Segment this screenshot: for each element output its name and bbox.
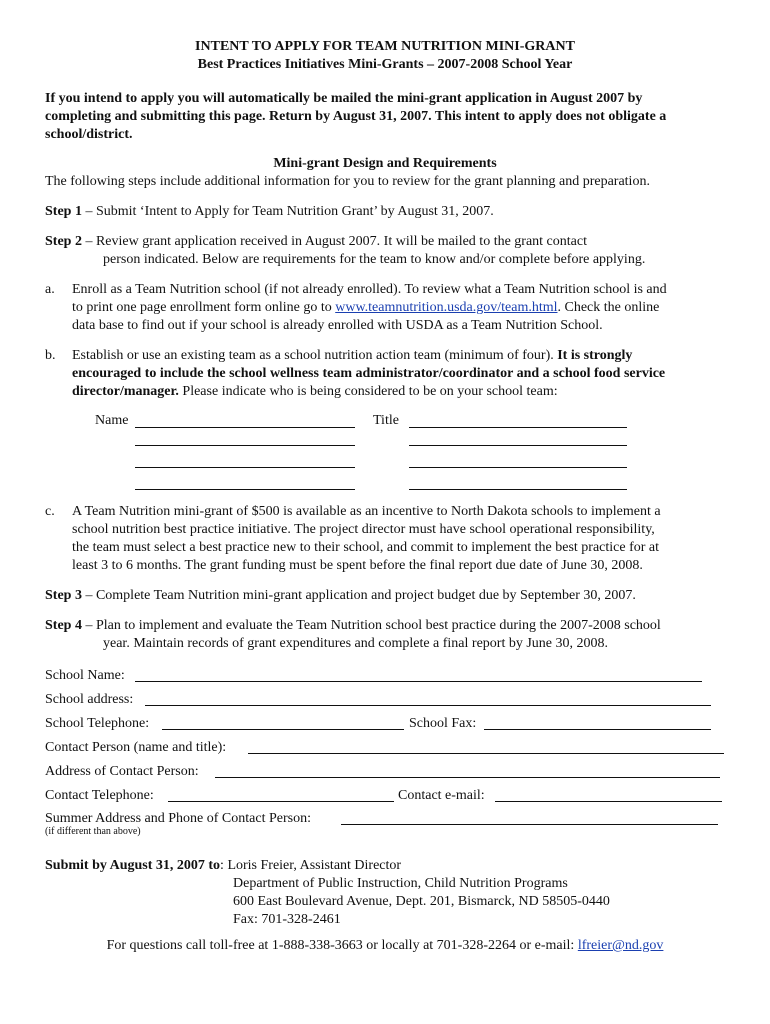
step-2-text: – Review grant application received in August 2007. It will be mailed to the grant contact — [81, 234, 587, 249]
submit-fax: Fax: 701-328-2461 — [233, 912, 341, 927]
team-title-field-3[interactable] — [409, 467, 627, 468]
submit-colon: : — [220, 858, 228, 873]
team-title-field-4[interactable] — [409, 489, 627, 490]
item-a-marker: a. — [45, 282, 55, 297]
step-2-label: Step 2 — [45, 234, 82, 249]
item-b-marker: b. — [45, 348, 56, 363]
item-a-line-3: data base to find out if your school is already enrolled with USDA as a Team Nutrition School. — [72, 318, 603, 333]
item-c-marker: c. — [45, 504, 55, 519]
school-fax-label: School Fax: — [409, 716, 477, 731]
school-name-label: School Name: — [45, 668, 125, 683]
item-b-line-3-bold: director/manager. — [72, 384, 179, 399]
team-name-field-3[interactable] — [135, 467, 355, 468]
questions-text: For questions call toll-free at 1-888-338-3663 or locally at 701-328-2264 or e-mail: — [106, 938, 578, 953]
step-4-label: Step 4 — [45, 618, 82, 633]
intro-line-3: school/district. — [45, 127, 133, 142]
submit-address: 600 East Boulevard Avenue, Dept. 201, Bismarck, ND 58505-0440 — [233, 894, 610, 909]
step-3-label: Step 3 — [45, 588, 82, 603]
intro-line-1: If you intend to apply you will automatically be mailed the mini-grant application in August 2007 by — [45, 91, 643, 106]
contact-person-field[interactable] — [248, 753, 724, 754]
summer-note: (if different than above) — [45, 826, 141, 837]
email-link[interactable]: lfreier@nd.gov — [577, 938, 664, 953]
team-name-label: Name — [95, 413, 129, 428]
submit-label: Submit by August 31, 2007 to — [45, 858, 221, 873]
item-a-line-2 — [72, 299, 659, 316]
step-1 — [45, 203, 494, 220]
submit-org: Department of Public Instruction, Child Nutrition Programs — [233, 876, 568, 891]
school-telephone-label: School Telephone: — [45, 716, 150, 731]
item-b-line-2: encouraged to include the school wellness team administrator/coordinator and a school food service — [72, 366, 666, 381]
summer-label: Summer Address and Phone of Contact Person: — [45, 811, 311, 826]
team-name-field-1[interactable] — [135, 427, 355, 428]
step-4-line-2: year. Maintain records of grant expenditures and complete a final report by June 30, 2008. — [103, 636, 609, 651]
contact-address-label: Address of Contact Person: — [45, 764, 199, 779]
item-a-line-2-post: . Check the online — [557, 300, 660, 315]
school-address-field[interactable] — [145, 705, 711, 706]
design-text: The following steps include additional information for you to review for the grant planning and preparation. — [45, 174, 650, 189]
team-name-field-2[interactable] — [135, 445, 355, 446]
contact-address-field[interactable] — [215, 777, 720, 778]
item-c-line-3: the team must select a best practice new to their school, and commit to implement the best practice for at — [72, 540, 660, 555]
school-address-label: School address: — [45, 692, 134, 707]
school-name-field[interactable] — [135, 681, 702, 682]
step-2-line-2: person indicated. Below are requirements for the team to know and/or complete before applying. — [103, 252, 646, 267]
step-3-text: – Complete Team Nutrition mini-grant application and project budget due by September 30, 2007. — [81, 588, 636, 603]
item-c-line-2: school nutrition best practice initiative. The project director must have school operational responsibility, — [72, 522, 655, 537]
contact-person-label: Contact Person (name and title): — [45, 740, 227, 755]
step-1-text: – Submit ‘Intent to Apply for Team Nutrition Grant’ by August 31, 2007. — [81, 204, 494, 219]
step-4-text: – Plan to implement and evaluate the Team Nutrition school best practice during the 2007-2008 school — [81, 618, 661, 633]
submit-line — [45, 857, 401, 874]
contact-email-label: Contact e-mail: — [398, 788, 485, 803]
team-title-label: Title — [373, 413, 399, 428]
item-c-line-4: least 3 to 6 months. The grant funding must be spent before the final report due date of June 30, 2008. — [72, 558, 643, 573]
step-3 — [45, 587, 636, 604]
submit-name: Loris Freier, Assistant Director — [227, 858, 402, 873]
team-title-field-2[interactable] — [409, 445, 627, 446]
page-subtitle: Best Practices Initiatives Mini-Grants – 2007-2008 School Year — [197, 57, 573, 72]
item-b-line-1-bold: It is strongly — [557, 348, 633, 363]
questions-line — [0, 937, 770, 954]
school-telephone-field[interactable] — [162, 729, 404, 730]
item-c-line-1: A Team Nutrition mini-grant of $500 is available as an incentive to North Dakota schools to implement a — [72, 504, 661, 519]
item-b-line-1-pre: Establish or use an existing team as a school nutrition action team (minimum of four). — [72, 348, 558, 363]
contact-telephone-field[interactable] — [168, 801, 394, 802]
team-name-field-4[interactable] — [135, 489, 355, 490]
team-nutrition-link[interactable]: www.teamnutrition.usda.gov/team.html — [335, 300, 558, 315]
item-b-line-3-post: Please indicate who is being considered to be on your school team: — [178, 384, 558, 399]
team-title-field-1[interactable] — [409, 427, 627, 428]
summer-field[interactable] — [341, 824, 718, 825]
step-4 — [45, 617, 661, 634]
page-title: INTENT TO APPLY FOR TEAM NUTRITION MINI-GRANT — [195, 39, 575, 54]
step-1-label: Step 1 — [45, 204, 82, 219]
contact-telephone-label: Contact Telephone: — [45, 788, 154, 803]
intro-line-2: completing and submitting this page. Return by August 31, 2007. This intent to apply does not obligate a — [45, 109, 667, 124]
school-fax-field[interactable] — [484, 729, 711, 730]
item-a-line-1: Enroll as a Team Nutrition school (if not already enrolled). To review what a Team Nutrition school is and — [72, 282, 667, 297]
item-a-line-2-pre: to print one page enrollment form online go to — [72, 300, 336, 315]
contact-email-field[interactable] — [495, 801, 722, 802]
item-b-line-3 — [72, 383, 558, 400]
step-2 — [45, 233, 587, 250]
section-heading: Mini-grant Design and Requirements — [273, 156, 497, 171]
item-b-line-1 — [72, 347, 632, 364]
